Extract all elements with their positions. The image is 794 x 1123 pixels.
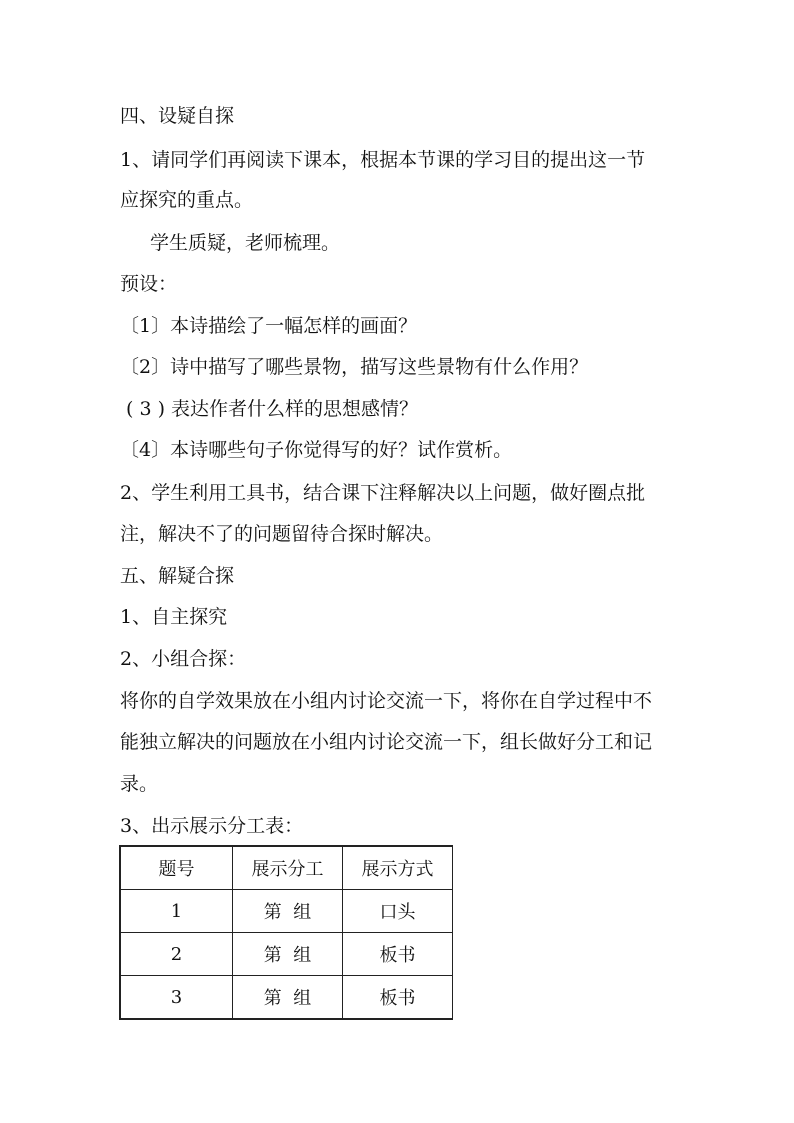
description-line-3: 录。: [120, 773, 159, 795]
table-row: [120, 933, 453, 976]
section-5-heading: 五、解疑合探: [120, 565, 235, 587]
section-4-heading: 四、设疑自探: [120, 105, 235, 127]
description-line-1: 将你的自学效果放在小组内讨论交流一下，将你在自学过程中不: [120, 690, 653, 712]
row-number: 2: [120, 933, 233, 976]
question-3: ( 3 ) 表达作者什么样的思想感情？: [126, 398, 419, 420]
step-3: 3、出示展示分工表：: [120, 815, 304, 837]
paragraph-2-line-2: 注，解决不了的问题留待合探时解决。: [120, 523, 444, 545]
row-number: 1: [120, 890, 233, 933]
question-2: 〔2〕诗中描写了哪些景物，描写这些景物有什么作用？: [120, 356, 589, 378]
preset-label: 预设：: [120, 273, 178, 295]
step-2: 2、小组合探：: [120, 648, 247, 670]
paragraph-1-line-1: 1、请同学们再阅读下课本，根据本节课的学习目的提出这一节: [120, 149, 646, 171]
paragraph-2-line-1: 2、学生利用工具书，结合课下注释解决以上问题，做好圈点批: [120, 482, 646, 504]
row-assignment: 第 组: [233, 890, 343, 933]
table-row: [120, 976, 453, 1020]
row-method: 口头: [343, 890, 453, 933]
paragraph-1-line-2: 应探究的重点。: [120, 189, 254, 211]
table-header-row: [120, 846, 453, 890]
row-assignment: 第 组: [233, 976, 343, 1020]
row-method: 板书: [343, 976, 453, 1020]
row-number: 3: [120, 976, 233, 1020]
question-4: 〔4〕本诗哪些句子你觉得写的好？试作赏析。: [120, 439, 513, 461]
row-assignment: 第 组: [233, 933, 343, 976]
table-row: [120, 890, 453, 933]
header-method: 展示方式: [343, 846, 453, 890]
row-method: 板书: [343, 933, 453, 976]
header-number: 题号: [120, 846, 233, 890]
step-1: 1、自主探究: [120, 606, 228, 628]
distribution-table: [119, 845, 453, 1020]
description-line-2: 能独立解决的问题放在小组内讨论交流一下，组长做好分工和记: [120, 731, 653, 753]
paragraph-1-note: 学生质疑，老师梳理。: [150, 232, 341, 254]
question-1: 〔1〕本诗描绘了一幅怎样的画面？: [120, 315, 418, 337]
header-assignment: 展示分工: [233, 846, 343, 890]
